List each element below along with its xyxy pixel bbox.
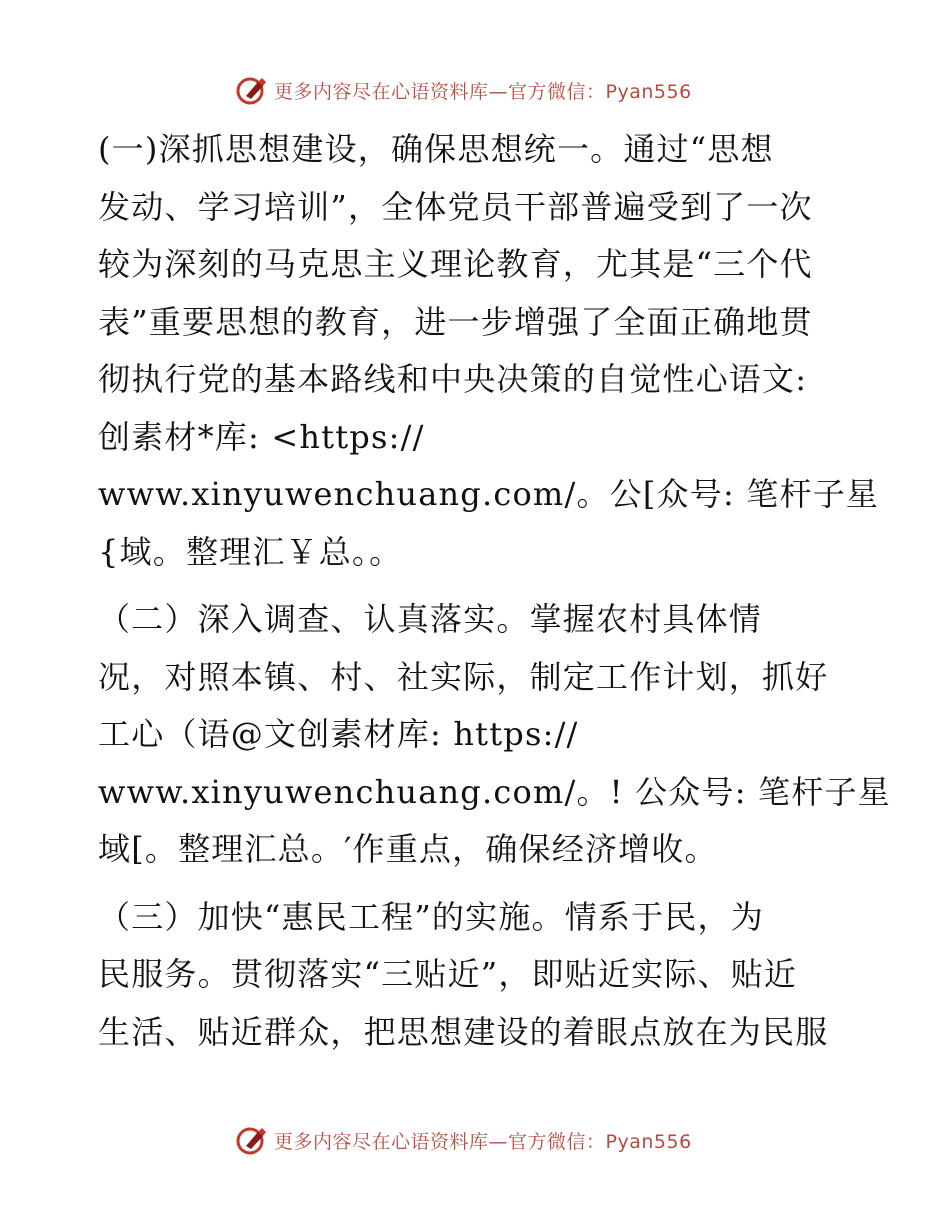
text-line: （三）加快“惠民工程”的实施。情系于民，为 — [98, 897, 764, 936]
paragraph-1 — [98, 121, 880, 581]
text-line: 发动、学习培训”，全体党员干部普遍受到了一次 — [98, 187, 813, 226]
text-line: 较为深刻的马克思主义理论教育，尤其是“三个代 — [98, 245, 813, 283]
text-line: （二）深入调查、认真落实。掌握农村具体情 — [98, 600, 763, 638]
text-line: 表”重要思想的教育，进一步增强了全面正确地贯 — [98, 302, 813, 341]
text-line: 民服务。贯彻落实“三贴近”，即贴近实际、贴近 — [98, 955, 798, 993]
text-line: www.xinyuwenchuang.com/。! 公众号: 笔杆子星 — [98, 772, 891, 811]
text-line: (一)深抓思想建设，确保思想统一。通过“思想 — [98, 130, 774, 168]
paragraph-2 — [98, 591, 891, 879]
document-body — [98, 121, 891, 1071]
paragraph-3 — [98, 889, 858, 1062]
text-line: {域。整理汇￥总。。 — [98, 532, 403, 571]
footer-banner-text: 更多内容尽在心语资料库—官方微信：Pyan556 — [274, 1130, 692, 1153]
text-line: www.xinyuwenchuang.com/。公[众号: 笔杆子星 — [98, 475, 880, 513]
header-banner-text: 更多内容尽在心语资料库—官方微信：Pyan556 — [274, 80, 692, 103]
pen-nib-circle-icon — [236, 1124, 268, 1156]
text-line: 创素材*库: <https:// — [98, 417, 425, 456]
footer-banner — [236, 1122, 692, 1158]
text-line: 工心（语@文创素材库: https:// — [98, 715, 579, 753]
header-banner — [236, 72, 692, 108]
text-line: 况，对照本镇、村、社实际，制定工作计划，抓好 — [98, 657, 829, 696]
text-line: 域[。整理汇总。′作重点，确保经济增收。 — [98, 830, 718, 868]
text-line: 彻执行党的基本路线和中央决策的自觉性心语文: — [98, 360, 808, 398]
text-line: 生活、贴近群众，把思想建设的着眼点放在为民服 — [98, 1012, 829, 1051]
pen-nib-circle-icon — [236, 74, 268, 106]
